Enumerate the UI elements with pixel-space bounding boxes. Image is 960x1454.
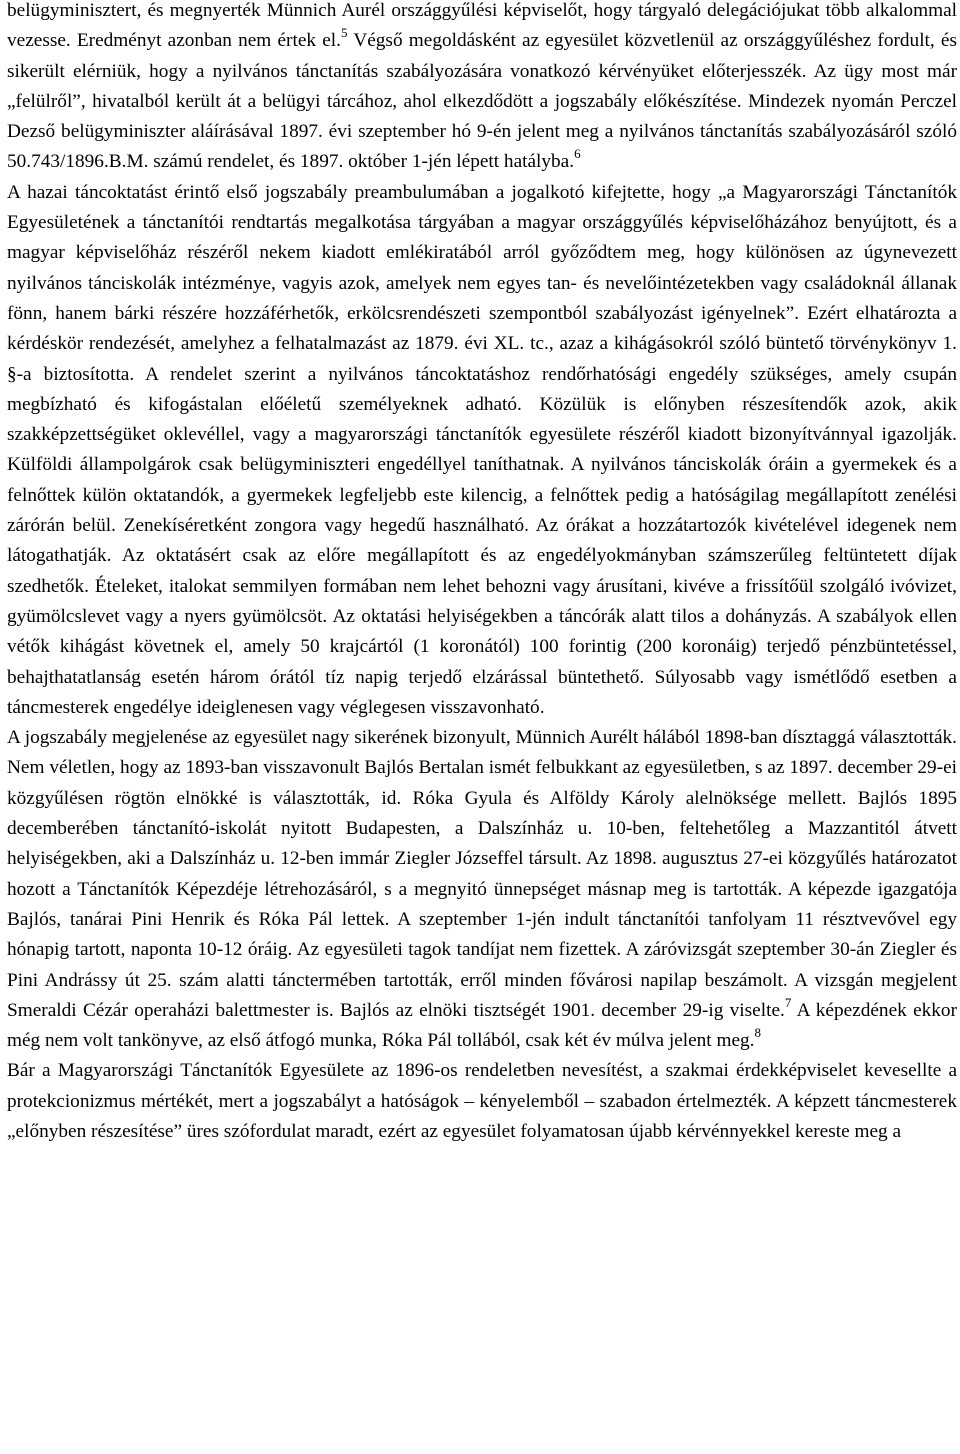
paragraph-text: A hazai táncoktatást érintő első jogszabály preambulumában a jogalkotó kifejtette, hogy „a Magyarországi Tánctanítók Egyesületének a tánctanítói rendtartás megalkotása tárgyában a magyar országgyűlés képviselőházához benyújtott, és a magyar képviselőház részéről nekem kiadott emlékiratából arról győződtem meg, hogy különösen az úgynevezett nyilvános tánciskolák intézménye, vagyis azok, amelyek nem egyes tan- és nevelőintézetekben vagy családoknál állanak fönn, hanem bárki részére hozzáférhetők, erkölcsrendészeti szempontból szabályozást igényelnek”. Ezért elhatározta a kérdéskör rendezését, amelyhez a felhatalmazást az 1879. évi XL. tc., azaz a kihágásokról szóló büntető törvénykönyv 1. §-a biztosította. A rendelet szerint a nyilvános táncoktatáshoz rendőrhatósági engedély szükséges, amely csupán megbízható és kifogástalan előéletű személyeknek adható. Közülük is előnyben részesítendők azok, akik szakképzettségüket oklevéllel, vagy a magyarországi tánctanítók egyesülete részéről kiadott bizonyítvánnyal igazolják. Külföldi állampolgárok csak belügyminiszteri engedéllyel taníthatnak. A nyilvános tánciskolák óráin a gyermekek és a felnőttek külön oktatandók, a gyermekek legfeljebb este kilencig, a felnőttek pedig a hatóságilag megállapított zenélési zárórán belül. Zenekíséretként zongora vagy hegedű használható. Az órákat a hozzátartozók kivételével idegenek nem látogathatják. Az oktatásért csak az előre megállapított és az engedélyokmányban számszerűleg feltüntetett díjak szedhetők. Ételeket, italokat semmilyen formában nem lehet behozni vagy árusítani, kivéve a frissítőül szolgáló ivóvizet, gyümölcslevet vagy a nyers gyümölcsöt. Az oktatási helyiségekben a táncórák alatt tilos a dohányzás. A szabályok ellen vétők kihágást követnek el, amely 50 krajcártól (1 koronától) 100 forintig (200 koronáig) terjedő pénzbüntetéssel, behajthatatlanság esetén három órától tíz napig terjedő elzárással büntethető. Súlyosabb vagy ismétlődő esetben a táncmesterek engedélye ideiglenesen vagy véglegesen visszavonható. [7, 181, 957, 718]
footnote-reference[interactable]: 5 [340, 25, 348, 41]
document-page [7, 0, 957, 1147]
paragraph-text: A jogszabály megjelenése az egyesület nagy sikerének bizonyult, Münnich Aurélt hálából 1898-ban dísztaggá választották. Nem véletlen, hogy az 1893-ban visszavonult Bajlós Bertalan ismét felbukkant az egyesületben, s az 1897. december 29-ei közgyűlésen rögtön elnökké is választották, id. Róka Gyula és Alföldy Károly alelnöksége mellett. Bajlós 1895 decemberében tánctanító-iskolát nyitott Budapesten, a Dalszínház u. 10-ben, feltehetőleg a Mazzantitól átvett helyiségekben, aki a Dalszínház u. 12-ben immár Ziegler Józseffel társult. Az 1898. augusztus 27-ei közgyűlés határozatot hozott a Tánctanítók Képezdéje létrehozásáról, s a megnyitó ünnepséget másnap meg is tartották. A képezde igazgatója Bajlós, tanárai Pini Henrik és Róka Pál lettek. A szeptember 1-jén indult tánctanítói tanfolyam 11 résztvevővel egy hónapig tartott, naponta 10-12 óráig. Az egyesületi tagok tandíjat nem fizettek. A záróvizsgát szeptember 30-án Ziegler és Pini Andrássy út 25. szám alatti tánctermében tartották, erről minden fővárosi napilap beszámolt. A vizsgán megjelent Smeraldi Cézár operaházi balettmester is. Bajlós az elnöki tisztségét 1901. december 29-ig viselte. [7, 727, 957, 1021]
paragraph-p1 [7, 0, 957, 178]
paragraph-text: belügyminisztert, és megnyerték Münnich Aurél országgyűlési képviselőt, hogy tárgyaló delegációjukat több alkalommal vezesse. Eredményt azonban nem értek el. [7, 0, 957, 52]
paragraph-p4 [7, 1056, 957, 1147]
footnote-reference[interactable]: 7 [784, 994, 792, 1010]
footnote-reference[interactable]: 6 [574, 146, 581, 162]
paragraph-p3 [7, 723, 957, 1056]
footnote-reference[interactable]: 8 [754, 1025, 761, 1041]
paragraph-p2 [7, 178, 957, 723]
paragraph-text: Végső megoldásként az egyesület közvetlenül az országgyűléshez fordult, és sikerült elérniük, hogy a nyilvános tánctanítás szabályozására vonatkozó kérvényüket előterjesszék. Az ügy most már „felülről”, hivatalból került át a belügyi tárcához, ahol elkezdődött a jogszabály előkészítése. Mindezek nyomán Perczel Dezső belügyminiszter aláírásával 1897. évi szeptember hó 9-én jelent meg a nyilvános tánctanítás szabályozásáról szóló 50.743/1896.B.M. számú rendelet, és 1897. október 1-jén lépett hatályba. [7, 30, 957, 173]
paragraph-text: A képezdének ekkor még nem volt tankönyve, az első átfogó munka, Róka Pál tollából, csak két év múlva jelent meg. [7, 999, 957, 1052]
paragraph-text: Bár a Magyarországi Tánctanítók Egyesülete az 1896-os rendeletben nevesítést, a szakmai érdekképviselet kevesellte a protekcionizmus mértékét, mert a jogszabályt a hatóságok – kényelemből – szabadon értelmezték. A képzett táncmesterek „előnyben részesítése” üres szófordulat maradt, ezért az egyesület folyamatosan újabb kérvénnyekkel kereste meg a [7, 1060, 957, 1142]
